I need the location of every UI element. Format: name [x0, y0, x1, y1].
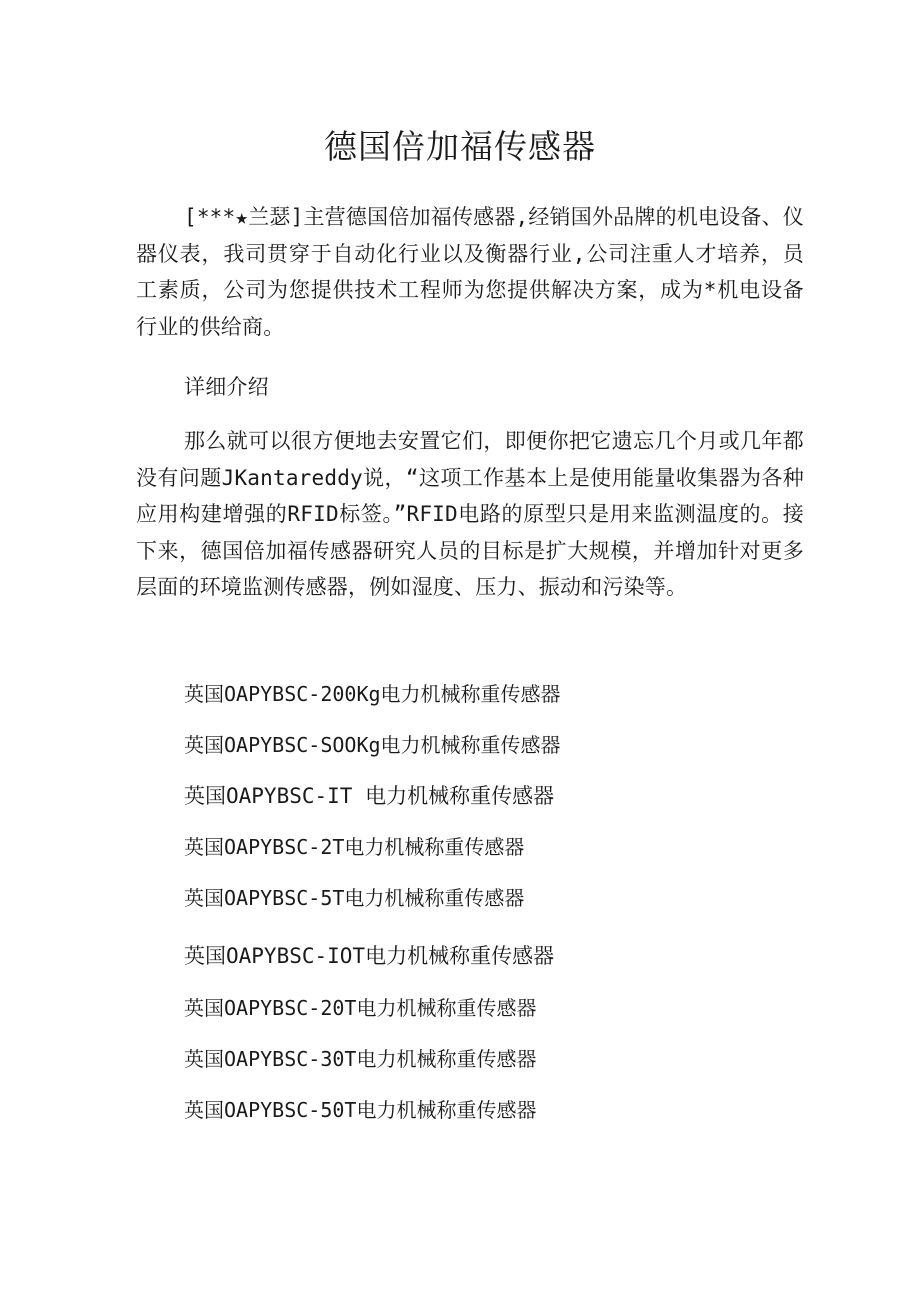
intro-paragraph: [***★兰瑟]主营德国倍加福传感器,经销国外品牌的机电设备、仪器仪表，我司贯穿于自动化行业以及衡器行业,公司注重人才培养，员工素质，公司为您提供技术工程师为您提供解决方案，成为*机电设备行业的供给商。 [136, 205, 804, 339]
product-item: 英国OAPYBSC-200Kg电力机械称重传感器 [184, 682, 561, 706]
body-paragraph: 那么就可以很方便地去安置它们，即便你把它遗忘几个月或几年都没有问题JKantareddy说，“这项工作基本上是使用能量收集器为各种应用构建增强的RFID标签。”RFID电路的原型只是用来监测温度的。接下来，德国倍加福传感器研究人员的目标是扩大规模，并增加针对更多层面的环境监测传感器，例如湿度、压力、振动和污染等。 [136, 429, 804, 599]
product-item: 英国OAPYBSC-IOT电力机械称重传感器 [184, 944, 555, 968]
section-heading-details: 详细介绍 [184, 375, 269, 399]
product-item: 英国OAPYBSC-20T电力机械称重传感器 [184, 996, 537, 1020]
product-item: 英国OAPYBSC-SOOKg电力机械称重传感器 [184, 733, 561, 757]
product-item: 英国OAPYBSC-IT 电力机械称重传感器 [184, 784, 555, 808]
product-item: 英国OAPYBSC-30T电力机械称重传感器 [184, 1047, 537, 1071]
product-item: 英国OAPYBSC-5T电力机械称重传感器 [184, 886, 525, 910]
document-title: 德国倍加福传感器 [324, 127, 596, 166]
product-item: 英国OAPYBSC-2T电力机械称重传感器 [184, 835, 525, 859]
product-item: 英国OAPYBSC-50T电力机械称重传感器 [184, 1098, 537, 1122]
